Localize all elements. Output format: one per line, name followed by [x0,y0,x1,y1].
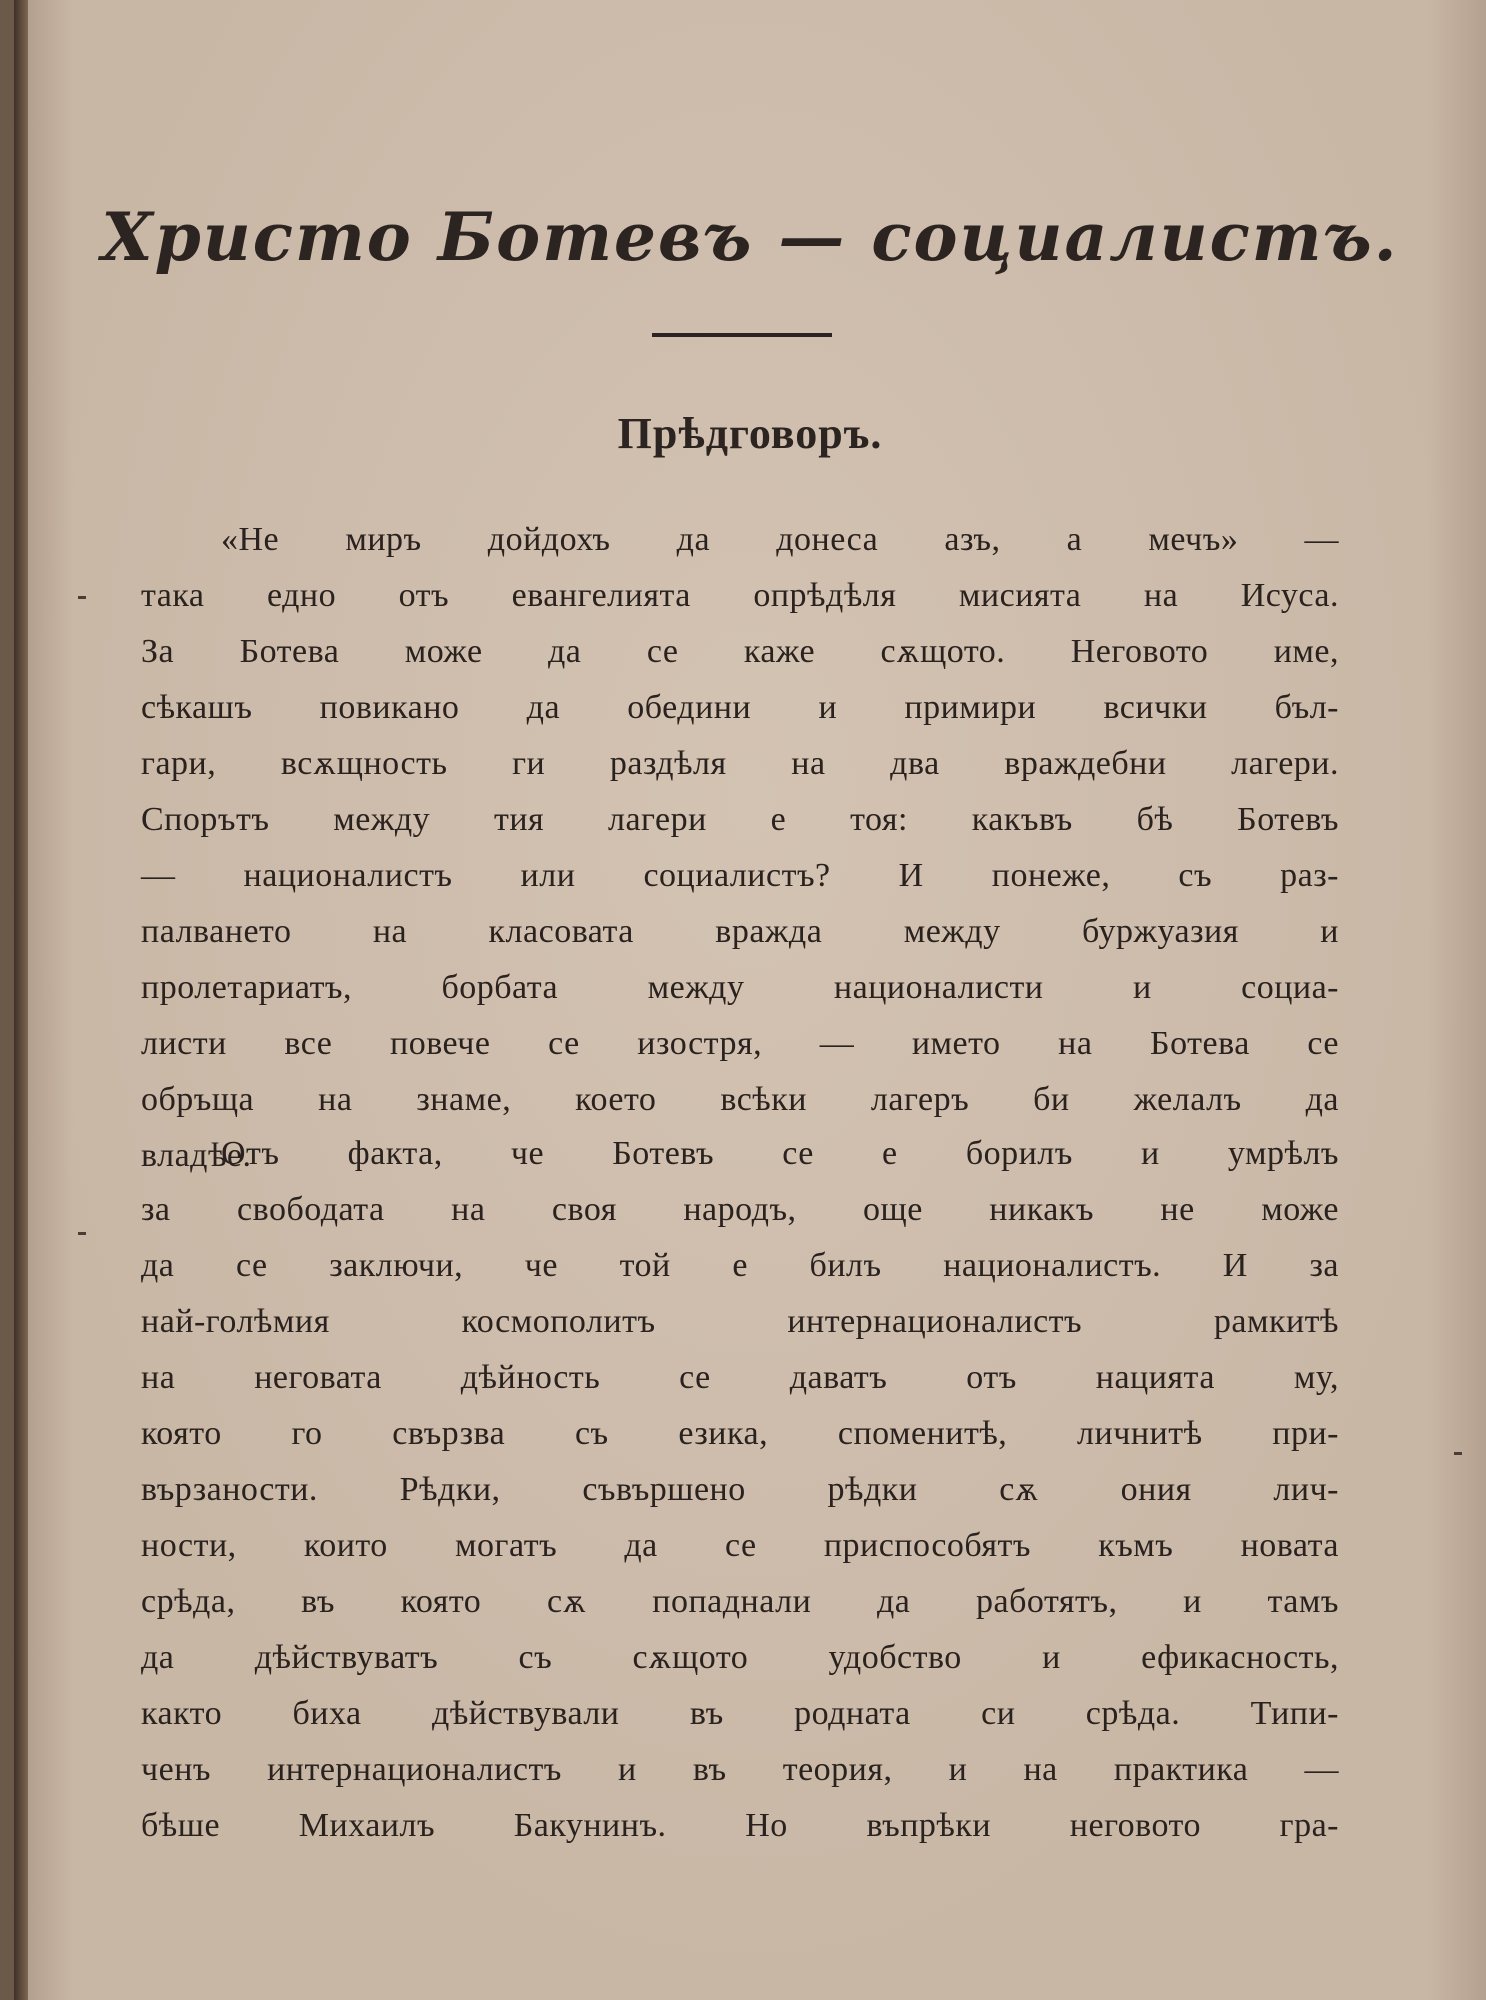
text-line: Отъ факта, че Ботевъ се е борилъ и умрѣлъ [221,1135,1339,1172]
paragraph-2 [141,1126,1339,1854]
text-line: за свободата на своя народъ, още никакъ не може [141,1191,1339,1228]
text-line: ности, които могатъ да се приспособятъ къмъ новата [141,1527,1339,1564]
text-line: обръща на знаме, което всѣки лагеръ би желалъ да [141,1081,1339,1118]
book-page [14,0,1486,2000]
text-line: бѣше Михаилъ Бакунинъ. Но въпрѣки неговото гра- [141,1807,1339,1844]
margin-mark [78,1232,86,1235]
text-line: да дѣйствуватъ съ сѫщото удобство и ефикасность, [141,1639,1339,1676]
text-line: най-голѣмия космополитъ интернационалистъ рамкитѣ [141,1303,1339,1340]
text-line: владѣе. [141,1137,252,1174]
text-line: палването на класовата вражда между буржуазия и [141,913,1339,950]
text-line: За Ботева може да се каже сѫщото. Неговото име, [141,633,1339,670]
margin-mark [1454,1452,1462,1455]
text-line: Спорътъ между тия лагери е тоя: какъвъ бѣ Ботевъ [141,801,1339,838]
paragraph-1 [141,512,1339,1184]
text-line: ченъ интернационалистъ и въ теория, и на практика — [141,1751,1339,1788]
text-line: така едно отъ евангелията опрѣдѣля мисията на Исуса. [141,577,1339,614]
text-line: пролетариатъ, борбата между националисти и социа- [141,969,1339,1006]
section-heading: Прѣдговоръ. [617,409,883,458]
text-line: както биха дѣйствували въ родната си срѣда. Типи- [141,1695,1339,1732]
text-line: на неговата дѣйность се даватъ отъ нацията му, [141,1359,1339,1396]
margin-mark [78,596,86,599]
text-line: «Не миръ дойдохъ да донеса азъ, а мечъ» — [221,521,1339,558]
text-line: вързаности. Рѣдки, съвършено рѣдки сѫ ония лич- [141,1471,1339,1508]
text-line: — националистъ или социалистъ? И понеже, съ раз- [141,857,1339,894]
title-divider [652,333,832,337]
text-line: която го свързва съ езика, споменитѣ, личнитѣ при- [141,1415,1339,1452]
text-line: листи все повече се изостря, — името на Ботева се [141,1025,1339,1062]
page-title: Христо Ботевъ — социалистъ. [101,198,1399,276]
text-line: сѣкашъ повикано да обедини и примири всички бъл- [141,689,1339,726]
text-line: срѣда, въ която сѫ попаднали да работятъ, и тамъ [141,1583,1339,1620]
text-line: гари, всѫщность ги раздѣля на два враждебни лагери. [141,745,1339,782]
text-line: да се заключи, че той е билъ националистъ. И за [141,1247,1339,1284]
book-spine-edge [14,0,28,2000]
